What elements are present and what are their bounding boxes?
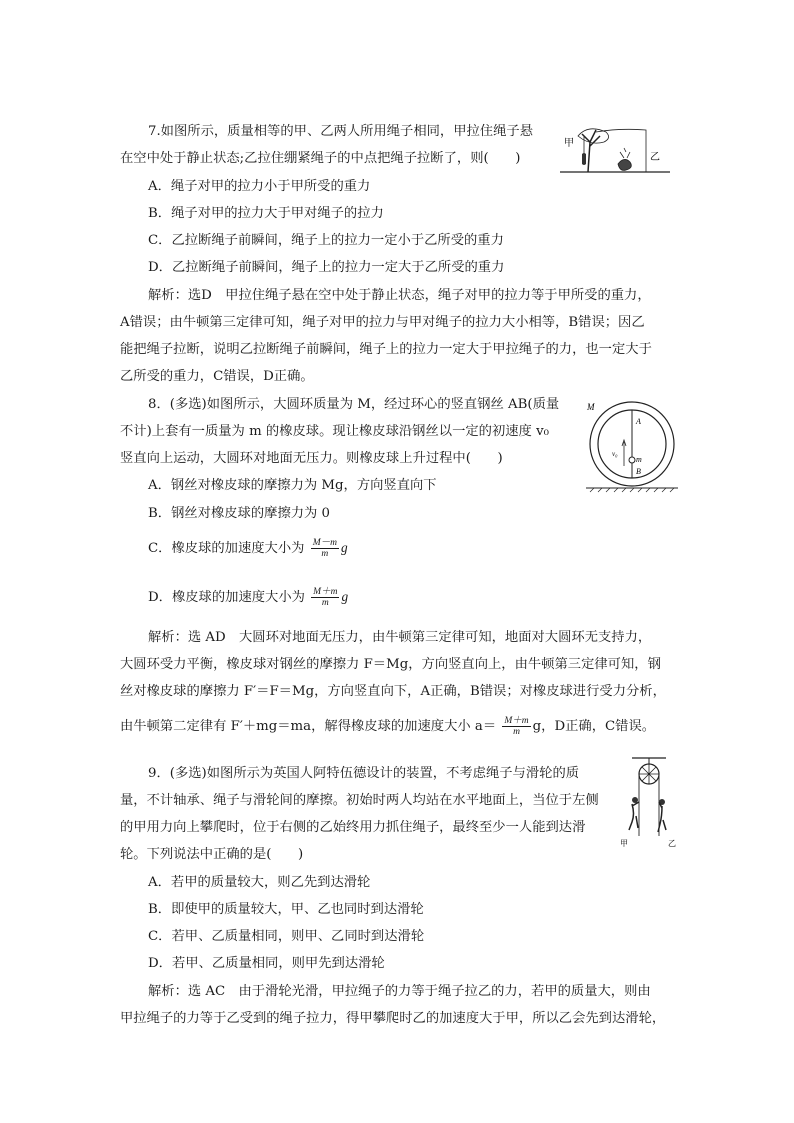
q8-option-d-numerator: M＋m bbox=[313, 587, 338, 597]
q8-option-c-numerator: M－m bbox=[312, 538, 337, 548]
q7-option-b: B．绳子对甲的拉力大于甲对绳子的拉力 bbox=[148, 206, 384, 221]
q7-option-a: A．绳子对甲的拉力小于甲所受的重力 bbox=[148, 179, 371, 194]
q8-option-d-fraction bbox=[311, 587, 339, 608]
q9-stem-line2: 量，不计轴承、绳子与滑轮间的摩擦。初始时两人均站在水平地面上，当位于左侧 bbox=[120, 793, 599, 808]
q9-stem-line3: 的甲用力向上攀爬时，位于右侧的乙始终用力抓住绳子，最终至少一人能到达滑 bbox=[120, 820, 586, 835]
q9-figure-label-jia: 甲 bbox=[620, 839, 628, 848]
q8-option-c-fraction bbox=[311, 538, 339, 559]
q8-figure-label-B: B bbox=[636, 467, 641, 476]
q7-option-c: C．乙拉断绳子前瞬间，绳子上的拉力一定小于乙所受的重力 bbox=[148, 233, 504, 248]
q8-figure-ring bbox=[586, 394, 678, 494]
q8-option-c-text: C．橡皮球的加速度大小为 bbox=[148, 541, 305, 556]
q9-figure-label-yi: 乙 bbox=[668, 839, 676, 848]
q9-option-a: A．若甲的质量较大，则乙先到达滑轮 bbox=[148, 875, 371, 890]
q9-stem-line4: 轮。下列说法中正确的是( ) bbox=[120, 847, 304, 862]
q8-figure-label-v0: v₀ bbox=[612, 450, 618, 458]
q7-figure-rope-tree bbox=[560, 122, 672, 174]
q7-figure-label-jia: 甲 bbox=[564, 138, 574, 149]
q8-option-d-text: D．橡皮球的加速度大小为 bbox=[148, 590, 305, 605]
q8-option-c bbox=[148, 538, 348, 559]
q7-option-d: D．乙拉断绳子前瞬间，绳子上的拉力一定大于乙所受的重力 bbox=[148, 260, 505, 275]
q8-answer-numerator: M＋m bbox=[504, 716, 529, 726]
q7-answer-line2: A错误；由牛顿第三定律可知，绳子对甲的拉力与甲对绳子的拉力大小相等，B错误；因乙 bbox=[120, 315, 645, 330]
q9-answer-line2: 甲拉绳子的力等于乙受到的绳子拉力，得甲攀爬时乙的加速度大于甲，所以乙会先到达滑轮， bbox=[120, 1011, 666, 1026]
q7-stem-line1: 7.如图所示，质量相等的甲、乙两人所用绳子相同，甲拉住绳子悬 bbox=[148, 124, 533, 139]
q7-figure-label-yi: 乙 bbox=[650, 152, 660, 163]
q9-option-b: B．即使甲的质量较大，甲、乙也同时到达滑轮 bbox=[148, 902, 424, 917]
q7-answer-line1: 解析：选D 甲拉住绳子悬在空中处于静止状态，绳子对甲的拉力等于甲所受的重力， bbox=[148, 288, 651, 303]
q8-option-c-g: g bbox=[340, 540, 348, 555]
q7-answer-line4: 乙所受的重力，C错误，D正确。 bbox=[120, 369, 314, 384]
q8-option-c-denominator: m bbox=[321, 549, 329, 559]
q8-stem-line3: 竖直向上运动，大圆环对地面无压力。则橡皮球上升过程中( ) bbox=[120, 451, 503, 466]
q9-figure-pulley bbox=[618, 756, 680, 848]
q9-option-c: C．若甲、乙质量相同，则甲、乙同时到达滑轮 bbox=[148, 929, 425, 944]
q8-answer-denominator: m bbox=[513, 727, 520, 737]
q8-answer-line2: 大圆环受力平衡，橡皮球对钢丝的摩擦力 F＝Mg，方向竖直向上，由牛顿第三定律可知，钢 bbox=[120, 657, 661, 672]
q8-option-d-g: g bbox=[341, 589, 349, 604]
q8-option-d-denominator: m bbox=[321, 598, 329, 608]
q8-answer-line1: 解析：选 AD 大圆环对地面无压力，由牛顿第三定律可知，地面对大圆环无支持力， bbox=[148, 630, 652, 645]
q9-stem-line1: 9．(多选)如图所示为英国人阿特伍德设计的装置，不考虑绳子与滑轮的质 bbox=[148, 766, 580, 781]
q8-figure-label-M: M bbox=[587, 402, 595, 412]
q9-answer-line1: 解析：选 AC 由于滑轮光滑，甲拉绳子的力等于绳子拉乙的力，若甲的质量大，则由 bbox=[148, 984, 651, 999]
q8-option-b: B．钢丝对橡皮球的摩擦力为 0 bbox=[148, 506, 331, 521]
q8-stem-line2: 不计)上套有一质量为 m 的橡皮球。现让橡皮球沿钢丝以一定的初速度 v₀ bbox=[120, 424, 549, 439]
q7-answer-line3: 能把绳子拉断，说明乙拉断绳子前瞬间，绳子上的拉力一定大于甲拉绳子的力，也一定大于 bbox=[120, 342, 652, 357]
q8-option-a: A．钢丝对橡皮球的摩擦力为 Mg，方向竖直向下 bbox=[148, 478, 437, 493]
q8-option-d bbox=[148, 587, 348, 608]
q8-answer-line4-text: 由牛顿第二定律有 F′＋mg＝ma，解得橡皮球的加速度大小 a＝ bbox=[120, 719, 497, 734]
q8-answer-line3: 丝对橡皮球的摩擦力 F′＝F＝Mg，方向竖直向下，A正确，B错误；对橡皮球进行受力分析， bbox=[120, 684, 666, 699]
q7-stem-line2: 在空中处于静止状态;乙拉住绷紧绳子的中点把绳子拉断了，则( ) bbox=[120, 151, 521, 166]
q8-answer-fraction bbox=[502, 716, 530, 737]
q8-stem-line1: 8．(多选)如图所示，大圆环质量为 M，经过环心的竖直钢丝 AB(质量 bbox=[148, 397, 560, 412]
q8-figure-label-A: A bbox=[636, 417, 641, 426]
q8-answer-line4-tail: g，D正确，C错误。 bbox=[532, 719, 656, 734]
q8-figure-label-m: m bbox=[636, 455, 642, 464]
q8-answer-line4 bbox=[120, 716, 655, 737]
q9-option-d: D．若甲、乙质量相同，则甲先到达滑轮 bbox=[148, 956, 385, 971]
